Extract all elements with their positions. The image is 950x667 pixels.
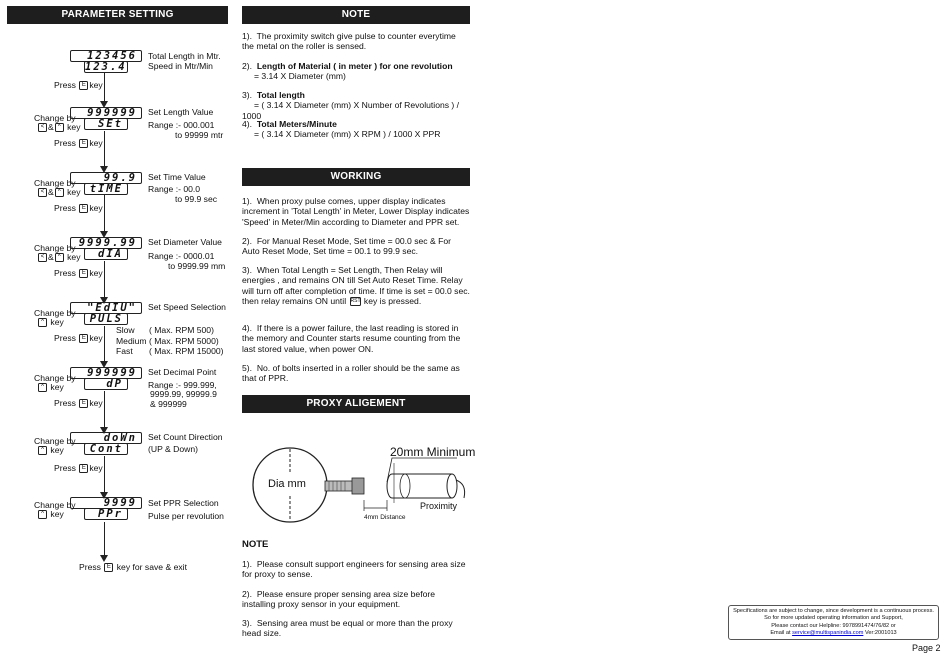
enter-key-icon: E	[79, 464, 88, 473]
enter-key-icon: E	[79, 139, 88, 148]
note2-header: NOTE	[242, 539, 269, 550]
proxy-alignment-diagram	[242, 418, 482, 533]
range-text: to 9999.99 mm	[168, 261, 226, 271]
press-enter-instruction: Press E key	[54, 333, 103, 343]
speed-option-fast: Fast	[116, 346, 133, 356]
change-keys: < & ^ key	[37, 252, 81, 263]
lcd-upper-display: 9999	[70, 497, 142, 509]
note-item-4: 4). Total Meters/Minute = ( 3.14 X Diameter (mm) X RPM ) / 1000 X PPR	[242, 119, 441, 140]
flow-arrow	[100, 555, 108, 562]
support-email-link[interactable]: service@multispanindia.com	[792, 629, 864, 636]
change-by-label: Change by	[34, 436, 76, 446]
save-exit-instruction: Press E key for save & exit	[79, 562, 187, 572]
change-keys: < & ^ key	[37, 122, 81, 133]
lcd-lower-display: 123.4	[85, 61, 127, 73]
lcd-upper-display: "EdIU"	[70, 302, 142, 314]
lcd-upper-display: 999999	[70, 107, 142, 119]
lcd-lower-display: PULS	[84, 313, 128, 325]
flow-line	[104, 522, 105, 556]
up-arrow-key-icon: ^	[55, 123, 64, 132]
bolt-icon	[325, 478, 364, 494]
note-item-1: 1). The proximity switch give pulse to counter everytime the metal on the roller is sensed.	[242, 31, 456, 52]
up-arrow-key-icon: ^	[55, 253, 64, 262]
enter-key-icon: E	[79, 399, 88, 408]
enter-key-icon: E	[79, 334, 88, 343]
range-text: to 99999 mtr	[175, 130, 224, 140]
lcd-lower-display: dP	[84, 378, 128, 390]
flow-line	[104, 391, 105, 428]
change-by-label: Change by	[34, 373, 76, 383]
proximity-label: Proximity	[420, 501, 458, 511]
press-enter-instruction: Press E key	[54, 268, 103, 278]
note2-item-2: 2). Please ensure proper sensing area size before installing proxy sensor in your equipment.	[242, 589, 436, 610]
left-arrow-key-icon: <	[38, 253, 47, 262]
speed-option-medium: Medium	[116, 336, 147, 346]
left-arrow-key-icon: <	[38, 188, 47, 197]
flow-line	[104, 326, 105, 362]
enter-key-icon: E	[79, 269, 88, 278]
change-by-label: Change by	[34, 243, 76, 253]
range-text: Range :- 999.999,	[148, 380, 217, 390]
working-item-4: 4). If there is a power failure, the last reading is stored in the memory and Counter starts resume counting from the last stored value, when power ON.	[242, 323, 461, 354]
working-item-3: 3). When Total Length = Set Length, Then Relay will energies , and remains ON till Set Auto Reset Time. Relay will turn off after completion of time. If time is set = 00.0 sec. then relay remains ON until RST key is pressed.	[242, 265, 470, 307]
specifications-footer: Specifications are subject to change, since development is a continuous process. So for more updated operating information and Support, Please contact our Helpline: 9978991474/76/82 or Email at service@multispanindia.com Ver:2001013	[728, 605, 939, 640]
lcd-lower-display: SEt	[84, 118, 128, 130]
press-enter-instruction: Press E key	[54, 80, 103, 90]
range-text: Range :- 000.001	[148, 120, 215, 130]
lcd-lower-display: Cont	[84, 443, 128, 455]
page-number: Page 2	[912, 643, 941, 653]
range-text: to 99.9 sec	[175, 194, 218, 204]
change-keys: < & ^ key	[37, 187, 81, 198]
set-ppr-label: Set PPR Selection	[148, 498, 219, 508]
flow-line	[104, 195, 105, 232]
working-item-5: 5). No. of bolts inserted in a roller should be the same as that of PPR.	[242, 363, 460, 384]
count-direction-sub: (UP & Down)	[148, 444, 198, 454]
press-enter-instruction: Press E key	[54, 398, 103, 408]
speed-option-value: ( Max. RPM 500)	[149, 325, 214, 335]
working-header: WORKING	[242, 168, 470, 186]
note-item-2: 2). Length of Material ( in meter ) for one revolution = 3.14 X Diameter (mm)	[242, 61, 453, 82]
lcd-lower-display: tIME	[84, 183, 128, 195]
parameter-setting-header: PARAMETER SETTING	[7, 6, 228, 24]
range-text: Range :- 0000.01	[148, 251, 215, 261]
note2-item-3: 3). Sensing area must be equal or more than the proxy head size.	[242, 618, 453, 639]
lcd-upper-display: 123456	[70, 50, 142, 62]
range-text: & 999999	[150, 399, 187, 409]
proximity-sensor-icon	[387, 474, 465, 498]
range-text: Range :- 00.0	[148, 184, 201, 194]
speed-option-value: ( Max. RPM 15000)	[149, 346, 224, 356]
change-keys: ^ key	[37, 382, 64, 393]
reset-key-icon: RST	[350, 298, 361, 305]
up-arrow-key-icon: ^	[38, 510, 47, 519]
note-header: NOTE	[242, 6, 470, 24]
change-keys: ^ key	[37, 509, 64, 520]
flow-line	[104, 456, 105, 493]
press-enter-instruction: Press E key	[54, 203, 103, 213]
speed-label: Speed in Mtr/Min	[148, 61, 213, 71]
left-arrow-key-icon: <	[38, 123, 47, 132]
up-arrow-key-icon: ^	[38, 446, 47, 455]
proxy-alignment-header: PROXY ALIGEMENT	[242, 395, 470, 413]
change-keys: ^ key	[37, 317, 64, 328]
set-decimal-label: Set Decimal Point	[148, 367, 217, 377]
flow-line	[104, 261, 105, 298]
change-by-label: Change by	[34, 308, 76, 318]
enter-key-icon: E	[79, 204, 88, 213]
press-enter-instruction: Press E key	[54, 463, 103, 473]
min-distance-label: 20mm Minimum	[390, 445, 476, 459]
press-enter-instruction: Press E key	[54, 138, 103, 148]
up-arrow-key-icon: ^	[38, 383, 47, 392]
working-item-2: 2). For Manual Reset Mode, Set time = 00.0 sec & For Auto Reset Mode, Set time = 00.1 to 99.9 sec.	[242, 236, 451, 257]
up-arrow-key-icon: ^	[38, 318, 47, 327]
set-length-label: Set Length Value	[148, 107, 214, 117]
enter-key-icon: E	[79, 81, 88, 90]
speed-option-value: ( Max. RPM 5000)	[149, 336, 219, 346]
working-item-1: 1). When proxy pulse comes, upper display indicates increment in 'Total Length' in Meter, Lower Display indicates 'Speed' in Meter/Min according to Diameter and PPR set.	[242, 196, 470, 227]
flow-line	[104, 131, 105, 167]
change-by-label: Change by	[34, 500, 76, 510]
set-speed-label: Set Speed Selection	[148, 302, 226, 312]
set-diameter-label: Set Diameter Value	[148, 237, 222, 247]
lcd-lower-display: dIA	[84, 248, 128, 260]
lcd-upper-display: 9999.99	[70, 237, 142, 249]
ppr-sub: Pulse per revolution	[148, 511, 224, 521]
change-by-label: Change by	[34, 113, 76, 123]
lcd-upper-display: 99.9	[70, 172, 142, 184]
range-text: 9999.99, 99999.9	[150, 389, 217, 399]
lcd-lower-display: PPr	[84, 508, 128, 520]
note2-item-1: 1). Please consult support engineers for sensing area size for proxy to sense.	[242, 559, 466, 580]
change-keys: ^ key	[37, 445, 64, 456]
lcd-upper-display: doWn	[70, 432, 142, 444]
total-length-label: Total Length in Mtr.	[148, 51, 221, 61]
set-count-direction-label: Set Count Direction	[148, 432, 223, 442]
dia-mm-label: Dia mm	[268, 478, 306, 490]
lcd-upper-display: 999999	[70, 367, 142, 379]
note-item-3: 3). Total length = ( 3.14 X Diameter (mm) X Number of Revolutions ) / 1000	[242, 90, 460, 121]
flow-line	[104, 72, 105, 102]
up-arrow-key-icon: ^	[55, 188, 64, 197]
distance-label: 4mm Distance	[364, 514, 406, 521]
change-by-label: Change by	[34, 178, 76, 188]
enter-key-icon: E	[104, 563, 113, 572]
set-time-label: Set Time Value	[148, 172, 206, 182]
speed-option-slow: Slow	[116, 325, 135, 335]
